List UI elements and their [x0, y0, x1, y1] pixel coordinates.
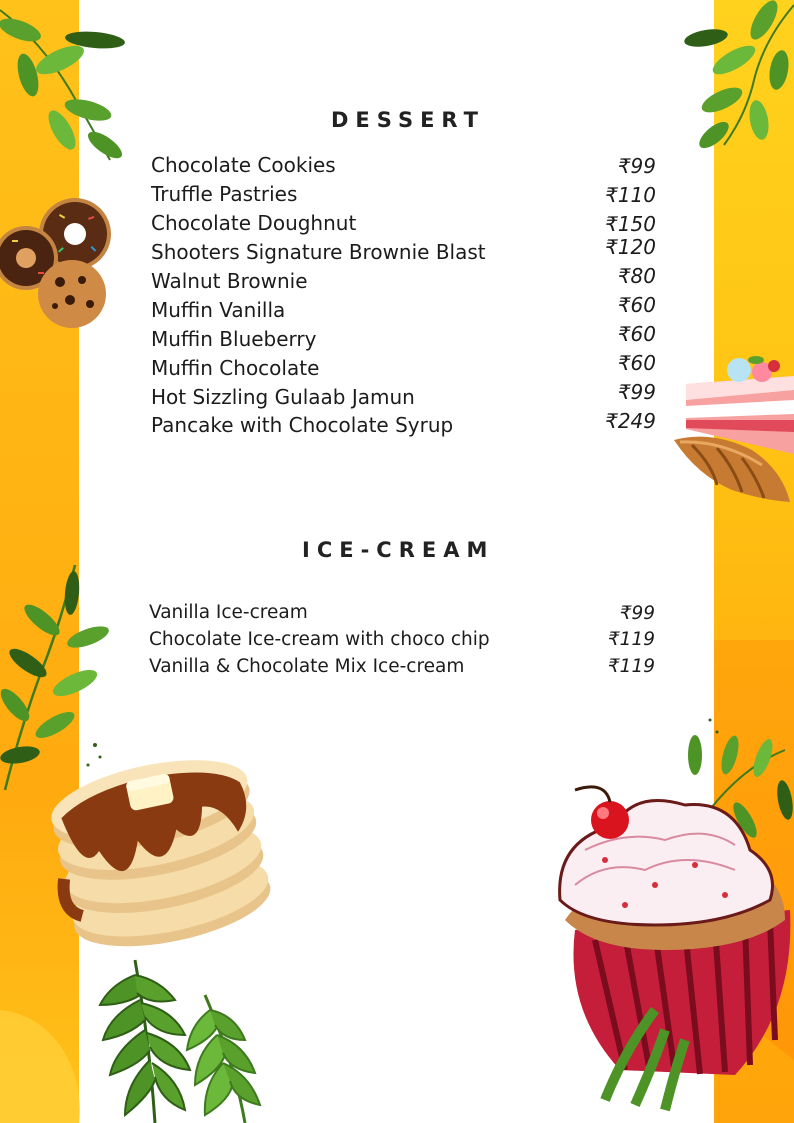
menu-item-name: Hot Sizzling Gulaab Jamun	[151, 385, 415, 409]
menu-item-name: Chocolate Doughnut	[151, 211, 357, 235]
menu-item-price: ₹60	[617, 293, 656, 317]
menu-item-name: Chocolate Ice-cream with choco chip	[149, 629, 490, 650]
menu-item-price: ₹99	[617, 380, 656, 404]
menu-item-name: Muffin Vanilla	[151, 298, 286, 322]
menu-item-price: ₹120	[605, 235, 656, 259]
menu-item-price: ₹60	[617, 351, 656, 375]
croissant-icon	[672, 430, 794, 505]
menu-item-name: Vanilla Ice-cream	[149, 602, 308, 623]
doughnut-icon	[0, 196, 115, 336]
leaf-branch-icon	[0, 0, 135, 165]
menu-item-name: Vanilla & Chocolate Mix Ice-cream	[149, 656, 465, 677]
menu-item-price: ₹119	[607, 629, 655, 650]
menu-item-price: ₹119	[607, 656, 655, 677]
menu-item-name: Shooters Signature Brownie Blast	[151, 240, 486, 264]
menu-item-name: Muffin Blueberry	[151, 327, 317, 351]
menu-item-name: Truffle Pastries	[151, 182, 298, 206]
menu-item-price: ₹150	[605, 212, 656, 236]
menu-item-name: Muffin Chocolate	[151, 356, 320, 380]
cupcake-icon	[545, 710, 794, 1123]
leaf-branch-icon	[684, 0, 794, 150]
menu-item-name: Pancake with Chocolate Syrup	[151, 413, 454, 437]
menu-item-price: ₹110	[605, 183, 656, 207]
menu-item-name: Walnut Brownie	[151, 269, 308, 293]
pancake-stack-icon	[30, 740, 275, 960]
menu-item-price: ₹60	[617, 322, 656, 346]
menu-item-price: ₹99	[617, 154, 656, 178]
menu-item-price: ₹249	[605, 409, 656, 433]
menu-item-price: ₹99	[619, 603, 655, 624]
dessert-heading: DESSERT	[331, 108, 485, 132]
menu-item-name: Chocolate Cookies	[151, 153, 336, 177]
menu-item-price: ₹80	[617, 264, 656, 288]
fern-icon	[95, 955, 275, 1123]
icecream-heading: ICE-CREAM	[302, 538, 495, 562]
